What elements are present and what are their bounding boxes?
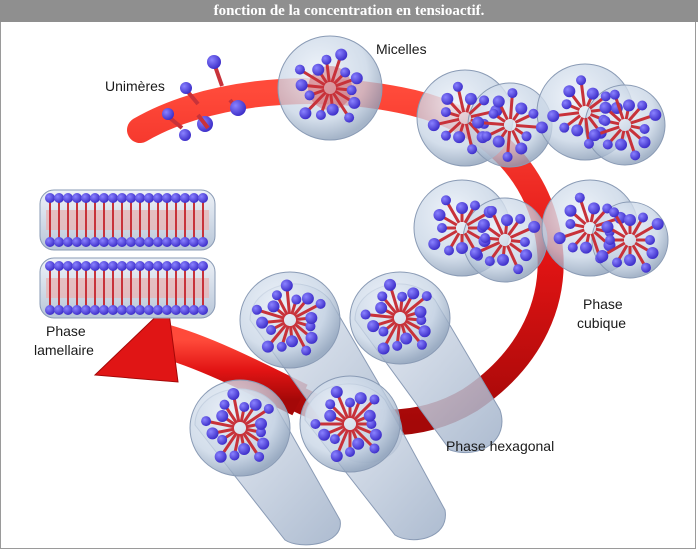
lamellar-head: [126, 237, 136, 247]
surfactant-head: [331, 386, 343, 398]
label-lamellar-line2: lamellaire: [34, 342, 94, 358]
surfactant-head: [480, 233, 490, 243]
lamellar-head: [72, 261, 82, 271]
surfactant-head: [361, 310, 371, 320]
lamellar-head: [153, 237, 163, 247]
surfactant-head: [306, 332, 318, 344]
surfactant-head: [316, 299, 326, 309]
surfactant-head: [444, 246, 454, 256]
surfactant-head: [229, 450, 239, 460]
surfactant-head: [501, 214, 513, 226]
surfactant-head: [400, 332, 412, 344]
lamellar-head: [54, 237, 64, 247]
surfactant-head: [522, 131, 532, 141]
surfactant-head: [220, 400, 230, 410]
surfactant-head: [257, 438, 269, 450]
surfactant-head: [605, 235, 615, 245]
surfactant-head: [520, 237, 530, 247]
surfactant-head: [266, 325, 276, 335]
surfactant-head: [493, 96, 505, 108]
surfactant-head: [515, 142, 527, 154]
surfactant-head: [299, 107, 311, 119]
surfactant-head: [563, 85, 575, 97]
surfactant-head: [554, 232, 566, 244]
surfactant-head: [227, 388, 239, 400]
lamellar-head: [108, 305, 118, 315]
surfactant-head: [312, 64, 324, 76]
surfactant-head: [649, 109, 661, 121]
surfactant-head: [348, 97, 360, 109]
surfactant-head: [515, 214, 525, 224]
surfactant-head: [367, 320, 379, 332]
surfactant-head: [364, 410, 376, 422]
lamellar-head: [108, 237, 118, 247]
lamellar-head: [81, 305, 91, 315]
lamellar-head: [90, 193, 100, 203]
lamellar-head: [144, 305, 154, 315]
lamellar-head: [189, 237, 199, 247]
surfactant-head: [441, 107, 451, 117]
surfactant-head: [630, 150, 640, 160]
surfactant-head: [352, 438, 364, 450]
surfactant-head: [528, 109, 538, 119]
surfactant-head: [238, 443, 250, 455]
micelle-sphere: [278, 36, 382, 140]
surfactant-head: [478, 219, 490, 231]
surfactant-head: [482, 131, 492, 141]
surfactant-head: [528, 221, 540, 233]
lamellar-head: [54, 305, 64, 315]
surfactant-head: [609, 207, 619, 217]
surfactant-head: [215, 451, 227, 463]
surfactant-head: [520, 249, 532, 261]
surfactant-head: [272, 290, 282, 300]
surfactant-head: [407, 287, 419, 299]
label-unimers: Unimères: [105, 78, 165, 94]
surfactant-head: [345, 398, 355, 408]
lamellar-head: [180, 261, 190, 271]
lamellar-head: [81, 193, 91, 203]
surfactant-head: [277, 342, 287, 352]
lamellar-head: [117, 261, 127, 271]
surfactant-head: [603, 139, 613, 149]
lamellar-head: [144, 261, 154, 271]
surfactant-head: [565, 205, 577, 217]
surfactant-head: [641, 263, 651, 273]
lamellar-head: [144, 237, 154, 247]
lamellar-head: [63, 237, 73, 247]
surfactant-head: [465, 93, 477, 105]
surfactant-head: [370, 429, 382, 441]
lamellar-head: [45, 261, 55, 271]
surfactant-head: [601, 221, 613, 233]
surfactant-head: [375, 302, 387, 314]
surfactant-head: [623, 99, 635, 111]
surfactant-head: [600, 102, 612, 114]
lamellar-head: [108, 193, 118, 203]
lamellar-head: [117, 305, 127, 315]
surfactant-head: [335, 49, 347, 61]
surfactant-head: [612, 258, 622, 268]
surfactant-head: [488, 109, 498, 119]
lamellar-head: [99, 237, 109, 247]
surfactant-head: [428, 238, 440, 250]
surfactant-head: [470, 247, 482, 259]
surfactant-head: [255, 418, 267, 430]
surfactant-head: [207, 427, 219, 439]
surfactant-head: [575, 193, 585, 203]
lamellar-head: [126, 193, 136, 203]
surfactant-head: [340, 67, 350, 77]
surfactant-head: [513, 264, 523, 274]
surfactant-head: [428, 119, 440, 131]
surfactant-head: [601, 91, 611, 101]
lamellar-head: [153, 193, 163, 203]
surfactant-head: [485, 256, 495, 266]
lamellar-head: [180, 305, 190, 315]
surfactant-head: [302, 292, 314, 304]
surfactant-head: [327, 104, 339, 116]
surfactant-head: [216, 410, 228, 422]
surfactant-head: [281, 280, 293, 292]
surfactant-head: [470, 200, 480, 210]
surfactant-head: [305, 312, 317, 324]
surfactant-head: [239, 402, 249, 412]
lamellar-head: [54, 193, 64, 203]
surfactant-head: [638, 212, 648, 222]
surfactant-head: [295, 65, 305, 75]
surfactant-head: [503, 152, 513, 162]
lamellar-head: [198, 261, 208, 271]
surfactant-head: [318, 429, 330, 441]
lamellar-head: [90, 305, 100, 315]
surfactant-head: [467, 144, 477, 154]
surfactant-head: [291, 295, 301, 305]
surfactant-head: [201, 416, 211, 426]
lamellar-head: [45, 237, 55, 247]
surfactant-head: [547, 110, 559, 122]
surfactant-head: [576, 75, 586, 85]
surfactant-head: [493, 136, 505, 148]
lamellar-head: [162, 193, 172, 203]
surfactant-head: [305, 90, 315, 100]
surfactant-head: [325, 399, 335, 409]
surfactant-head: [580, 242, 592, 254]
lamellar-head: [72, 193, 82, 203]
surfactant-head: [321, 55, 331, 65]
surfactant-head: [377, 291, 387, 301]
surfactant-head: [351, 72, 363, 84]
label-micelles: Micelles: [376, 41, 427, 57]
lamellar-head: [99, 305, 109, 315]
lamellar-head: [90, 237, 100, 247]
surfactant-head: [268, 300, 280, 312]
lamellar-head: [135, 305, 145, 315]
lamellar-head: [171, 237, 181, 247]
surfactant-head: [615, 139, 627, 151]
surfactant-head: [414, 306, 426, 318]
surfactant-head: [437, 223, 447, 233]
surfactant-head: [652, 218, 664, 230]
surfactant-head: [301, 346, 311, 356]
surfactant-head: [419, 325, 431, 337]
surfactant-head: [250, 399, 262, 411]
lamellar-head: [117, 193, 127, 203]
lamellar-head: [198, 305, 208, 315]
surfactant-head: [637, 101, 647, 111]
surfactant-head: [347, 85, 357, 95]
surfactant-head: [345, 447, 355, 457]
surfactant-head: [384, 279, 396, 291]
surfactant-head: [441, 131, 451, 141]
surfactant-head: [645, 235, 655, 245]
surfactant-head: [330, 434, 340, 444]
lamellar-head: [81, 237, 91, 247]
surfactant-head: [262, 341, 274, 353]
lamellar-head: [54, 261, 64, 271]
lamellar-head: [63, 261, 73, 271]
lamellar-head: [189, 305, 199, 315]
lamellar-slabs: [40, 190, 215, 318]
surfactant-head: [369, 395, 379, 405]
label-cubic-line2: cubique: [577, 315, 627, 331]
lamellar-head: [63, 193, 73, 203]
lamellar-head: [189, 261, 199, 271]
surfactant-head: [417, 340, 427, 350]
label-cubic-line1: Phase: [583, 296, 623, 312]
surfactant-head: [441, 93, 453, 105]
surfactant-head: [536, 121, 548, 133]
surfactant-head: [331, 450, 343, 462]
surfactant-head: [217, 435, 227, 445]
surfactant-head: [378, 327, 388, 337]
lamellar-head: [171, 305, 181, 315]
lamellar-head: [135, 237, 145, 247]
label-lamellar-line1: Phase: [46, 323, 86, 339]
lamellar-head: [162, 305, 172, 315]
lamellar-head: [126, 305, 136, 315]
surfactant-head: [568, 242, 578, 252]
lamellar-head: [108, 261, 118, 271]
lamellar-head: [171, 261, 181, 271]
surfactant-head: [571, 124, 583, 136]
surfactant-head: [324, 410, 336, 422]
surfactant-head: [610, 90, 620, 100]
surfactant-head: [515, 102, 527, 114]
surfactant-head: [441, 195, 451, 205]
surfactant-head: [286, 335, 298, 347]
lamellar-head: [153, 305, 163, 315]
surfactant-head: [589, 129, 601, 141]
caption-title: fonction de la concentration en tensioactif.: [213, 3, 485, 19]
surfactant-head: [638, 136, 650, 148]
surfactant-head: [497, 254, 509, 266]
surfactant-head: [472, 117, 484, 129]
surfactant-head: [456, 242, 468, 254]
lamellar-head: [81, 261, 91, 271]
surfactant-head: [479, 95, 489, 105]
surfactant-head: [397, 292, 407, 302]
surfactant-head: [596, 250, 608, 262]
lamellar-head: [162, 261, 172, 271]
surfactant-head: [422, 291, 432, 301]
lamellar-head: [180, 237, 190, 247]
surfactant-head: [355, 392, 367, 404]
surfactant-head: [624, 254, 636, 266]
surfactant-head: [392, 341, 402, 351]
lamellar-head: [180, 193, 190, 203]
lamellar-head: [189, 193, 199, 203]
surfactant-head: [559, 123, 569, 133]
surfactant-head: [588, 202, 600, 214]
lamellar-head: [198, 237, 208, 247]
lamellar-head: [72, 305, 82, 315]
lamellar-head: [171, 193, 181, 203]
lamellar-head: [45, 193, 55, 203]
surfactant-head: [264, 404, 274, 414]
surfactant-head: [310, 419, 320, 429]
lamellar-head: [162, 237, 172, 247]
lamellar-head: [144, 193, 154, 203]
surfactant-head: [507, 88, 517, 98]
surfactant-head: [456, 202, 468, 214]
surfactant-head: [600, 116, 610, 126]
surfactant-head: [252, 305, 262, 315]
surfactant-head: [378, 342, 390, 354]
surfactant-head: [344, 113, 354, 123]
surfactant-head: [640, 124, 650, 134]
surfactant-head: [453, 82, 463, 92]
lamellar-head: [63, 305, 73, 315]
surfactant-head: [562, 99, 572, 109]
surfactant-head: [254, 452, 264, 462]
surfactant-head: [296, 79, 308, 91]
surfactant-head: [369, 443, 379, 453]
surfactant-head: [433, 209, 445, 221]
surfactant-head: [487, 206, 497, 216]
lamellar-head: [135, 261, 145, 271]
surfactant-head: [316, 110, 326, 120]
lamellar-head: [126, 261, 136, 271]
lamellar-head: [45, 305, 55, 315]
surfactant-head: [587, 88, 599, 100]
lamellar-head: [135, 193, 145, 203]
lamellar-head: [153, 261, 163, 271]
surfactant-head: [565, 219, 575, 229]
surfactant-head: [256, 317, 268, 329]
lamellar-head: [198, 193, 208, 203]
lamellar-head: [99, 193, 109, 203]
surfactant-head: [647, 247, 659, 259]
surfactant-head: [624, 214, 636, 226]
lamellar-head: [72, 237, 82, 247]
surfactant-head: [453, 131, 465, 143]
lamellar-head: [90, 261, 100, 271]
lamellar-head: [117, 237, 127, 247]
label-hexagonal: Phase hexagonal: [446, 438, 555, 454]
lamellar-head: [99, 261, 109, 271]
